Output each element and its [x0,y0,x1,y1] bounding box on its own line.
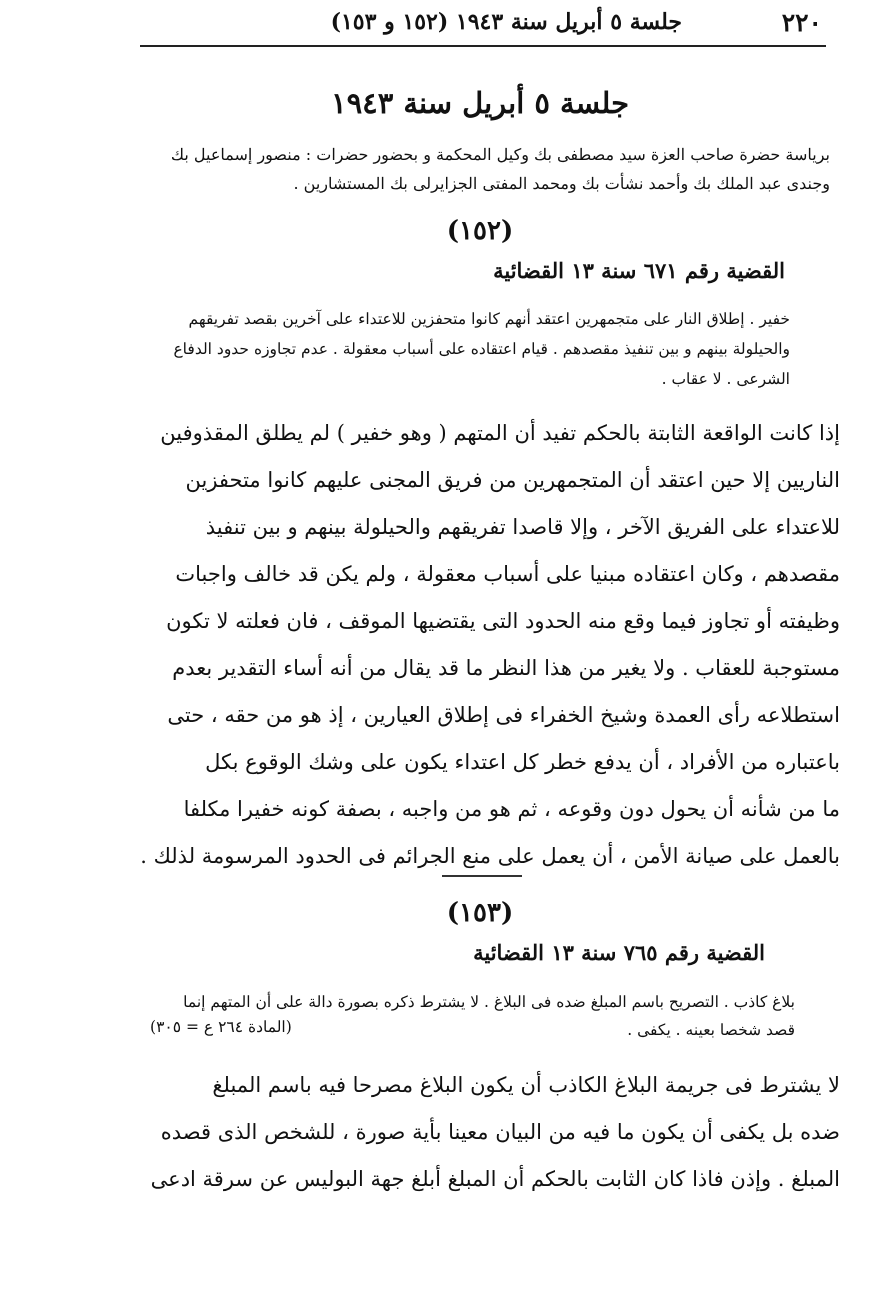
presence-paragraph [140,140,830,198]
body-line: مقصدهم ، وكان اعتقاده مبنيا على أسباب معقولة ، ولم يكن قد خالف واجبات [175,562,840,586]
body-line: المبلغ . وإذن فاذا كان الثابت بالحكم أن المبلغ أبلغ جهة البوليس عن سرقة ادعى [150,1167,840,1191]
summary-line: الشرعى . لا عقاب . [661,370,790,388]
body-line: ما من شأنه أن يحول دون وقوعه ، ثم هو من واجبه ، بصفة كونه خفيرا مكلفا [183,797,840,821]
presence-line: برياسة حضرة صاحب العزة سيد مصطفى بك وكيل المحكمة و بحضور حضرات : منصور إسماعيل بك [170,145,830,164]
case-title: القضية رقم ٦٧١ سنة ١٣ القضائية [493,258,785,283]
body-line: لا يشترط فى جريمة البلاغ الكاذب أن يكون البلاغ مصرحا فيه باسم المبلغ [212,1073,840,1097]
body-line: الناريين إلا حين اعتقد أن المتجمهرين من فريق المجنى عليهم كانوا متحفزين [185,468,840,492]
summary-line: خفير . إطلاق النار على متجمهرين اعتقد أنهم كانوا متحفزين للاعتداء على آخرين بقصد تفريقهم [188,310,790,328]
article-reference: (المادة ٢٦٤ ع = ٣٠٥) [150,1018,292,1036]
body-line: إذا كانت الواقعة الثابتة بالحكم تفيد أن المتهم ( وهو خفير ) لم يطلق المقذوفين [160,421,840,445]
body-line: وظيفته أو تجاوز فيما وقع منه الحدود التى يقتضيها الموقف ، فان فعلته لا تكون [166,609,840,633]
presence-line: وجندى عبد الملك بك وأحمد نشأت بك ومحمد المفتى الجزايرلى بك المستشارين . [293,174,830,193]
header-rule [140,45,826,47]
case-body-text [140,410,840,880]
summary-line: والحيلولة بينهم و بين تنفيذ مقصدهم . قيام اعتقاده على أسباب معقولة . عدم تجاوزه حدود الدفاع [173,340,790,358]
body-line: ضده بل يكفى أن يكون ما فيه من البيان معينا بأية صورة ، للشخص الذى قصده [160,1120,840,1144]
session-title: جلسة ٥ أبريل سنة ١٩٤٣ [331,86,629,120]
section-divider [442,875,522,877]
case-number: (١٥٣) [446,898,514,928]
case-body-text [140,1062,840,1203]
body-line: بالعمل على صيانة الأمن ، أن يعمل على منع الجرائم فى الحدود المرسومة لذلك . [140,844,840,868]
running-title: جلسة ٥ أبريل سنة ١٩٤٣ (١٥٢ و ١٥٣) [330,9,682,35]
summary-line: قصد شخصا بعينه . يكفى . [627,1021,795,1039]
body-line: للاعتداء على الفريق الآخر ، وإلا قاصدا تفريقهم والحيلولة بينهم و بين تنفيذ [205,515,840,539]
running-header [140,6,830,40]
case-title: القضية رقم ٧٦٥ سنة ١٣ القضائية [473,940,765,965]
body-line: مستوجبة للعقاب . ولا يغير من هذا النظر ما قد يقال من أنه أساء التقدير بعدم [172,656,840,680]
summary-line: بلاغ كاذب . التصريح باسم المبلغ ضده فى البلاغ . لا يشترط ذكره بصورة دالة على أن المتهم إنما [183,993,795,1011]
body-line: باعتباره من الأفراد ، أن يدفع خطر كل اعتداء يكون على وشك الوقوع بكل [205,750,840,774]
case-summary [140,304,790,394]
case-number: (١٥٢) [446,216,514,246]
body-line: استطلاعه رأى العمدة وشيخ الخفراء فى إطلاق العيارين ، إذ هو من حقه ، حتى [167,703,840,727]
page-number: ٢٢٠ [781,8,822,37]
